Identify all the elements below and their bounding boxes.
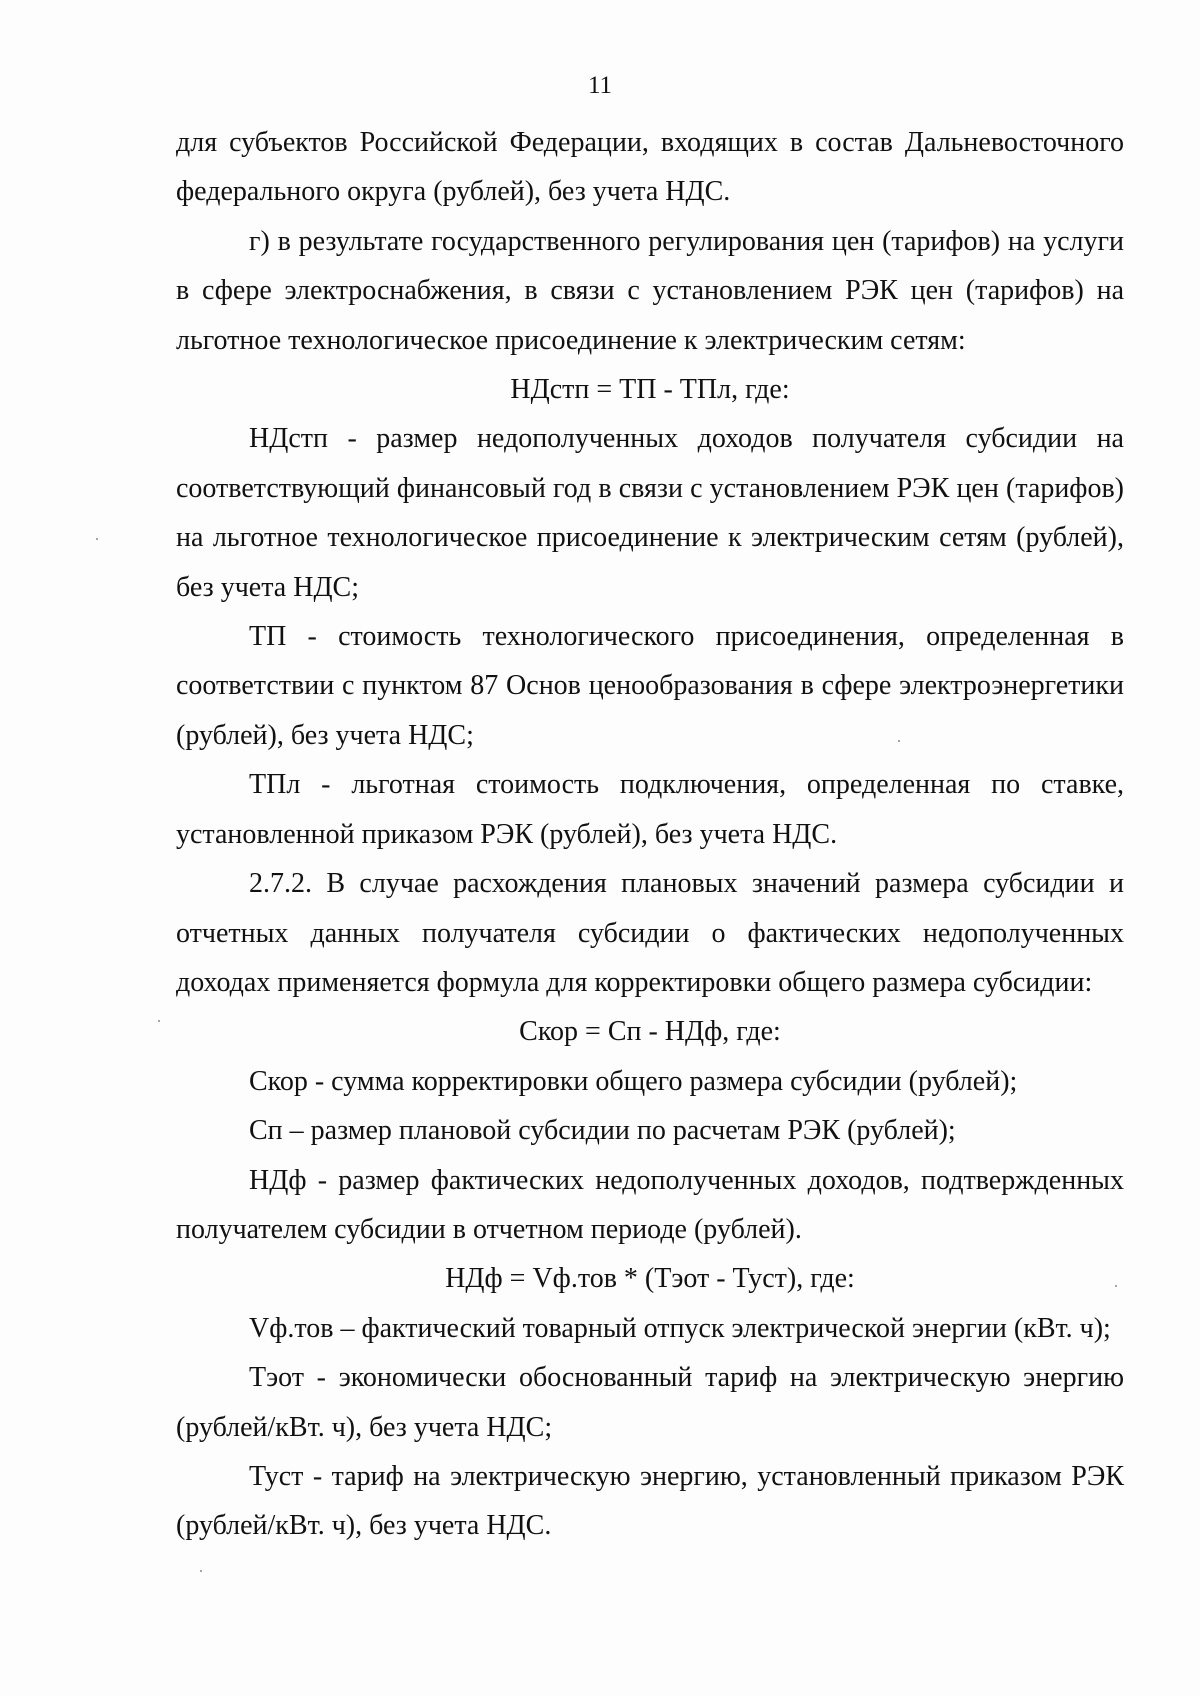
definition-tpl: ТПл - льготная стоимость подключения, определенная по ставке, установленной приказом РЭК (рублей), без учета НДС.: [176, 769, 1124, 850]
definition-skor: Скор - сумма корректировки общего размера субсидии (рублей);: [249, 1065, 1018, 1097]
definition-vf-tov: Vф.тов – фактический товарный отпуск электрической энергии (кВт. ч);: [249, 1312, 1111, 1344]
formula-skor: Скор = Сп - НДф, где:: [519, 1016, 781, 1048]
document-body: [176, 118, 1124, 1551]
paragraph-continuation: для субъектов Российской Федерации, входящих в состав Дальневосточного федерального округа (рублей), без учета НДС.: [176, 127, 1124, 208]
formula-ndf: НДф = Vф.тов * (Тэот - Туст), где:: [445, 1263, 855, 1295]
scan-speck: [158, 1020, 160, 1022]
scan-speck: [96, 538, 98, 540]
definition-tust: Туст - тариф на электрическую энергию, установленный приказом РЭК (рублей/кВт. ч), без учета НДС.: [176, 1460, 1124, 1542]
definition-sp: Сп – размер плановой субсидии по расчетам РЭК (рублей);: [249, 1115, 956, 1147]
definition-ndf: НДф - размер фактических недополученных доходов, подтвержденных получателем субсидии в отчетном периоде (рублей).: [176, 1164, 1124, 1245]
paragraph-item-g: г) в результате государственного регулирования цен (тарифов) на услуги в сфере электроснабжения, в связи с установлением РЭК цен (тарифов) на льготное технологическое присоединение к электрическим сетям:: [176, 225, 1124, 356]
scan-speck: [898, 740, 900, 742]
formula-ndstp: НДстп = ТП - ТПл, где:: [510, 374, 790, 406]
definition-tp: ТП - стоимость технологического присоединения, определенная в соответствии с пунктом 87 Основ ценообразования в сфере электроэнергетики (рублей), без учета НДС;: [176, 621, 1124, 751]
scan-speck: [1115, 1285, 1117, 1287]
page-number: 11: [587, 72, 613, 99]
definition-teot: Тэот - экономически обоснованный тариф на электрическую энергию (рублей/кВт. ч), без учета НДС;: [176, 1362, 1124, 1443]
paragraph-2-7-2: 2.7.2. В случае расхождения плановых значений размера субсидии и отчетных данных получателя субсидии о фактических недополученных доходах применяется формула для корректировки общего размера субсидии:: [176, 868, 1124, 998]
scan-speck: [200, 1570, 202, 1572]
definition-ndstp: НДстп - размер недополученных доходов получателя субсидии на соответствующий финансовый год в связи с установлением РЭК цен (тарифов) на льготное технологическое присоединение к электрическим сетям (рублей), без учета НДС;: [176, 423, 1124, 603]
